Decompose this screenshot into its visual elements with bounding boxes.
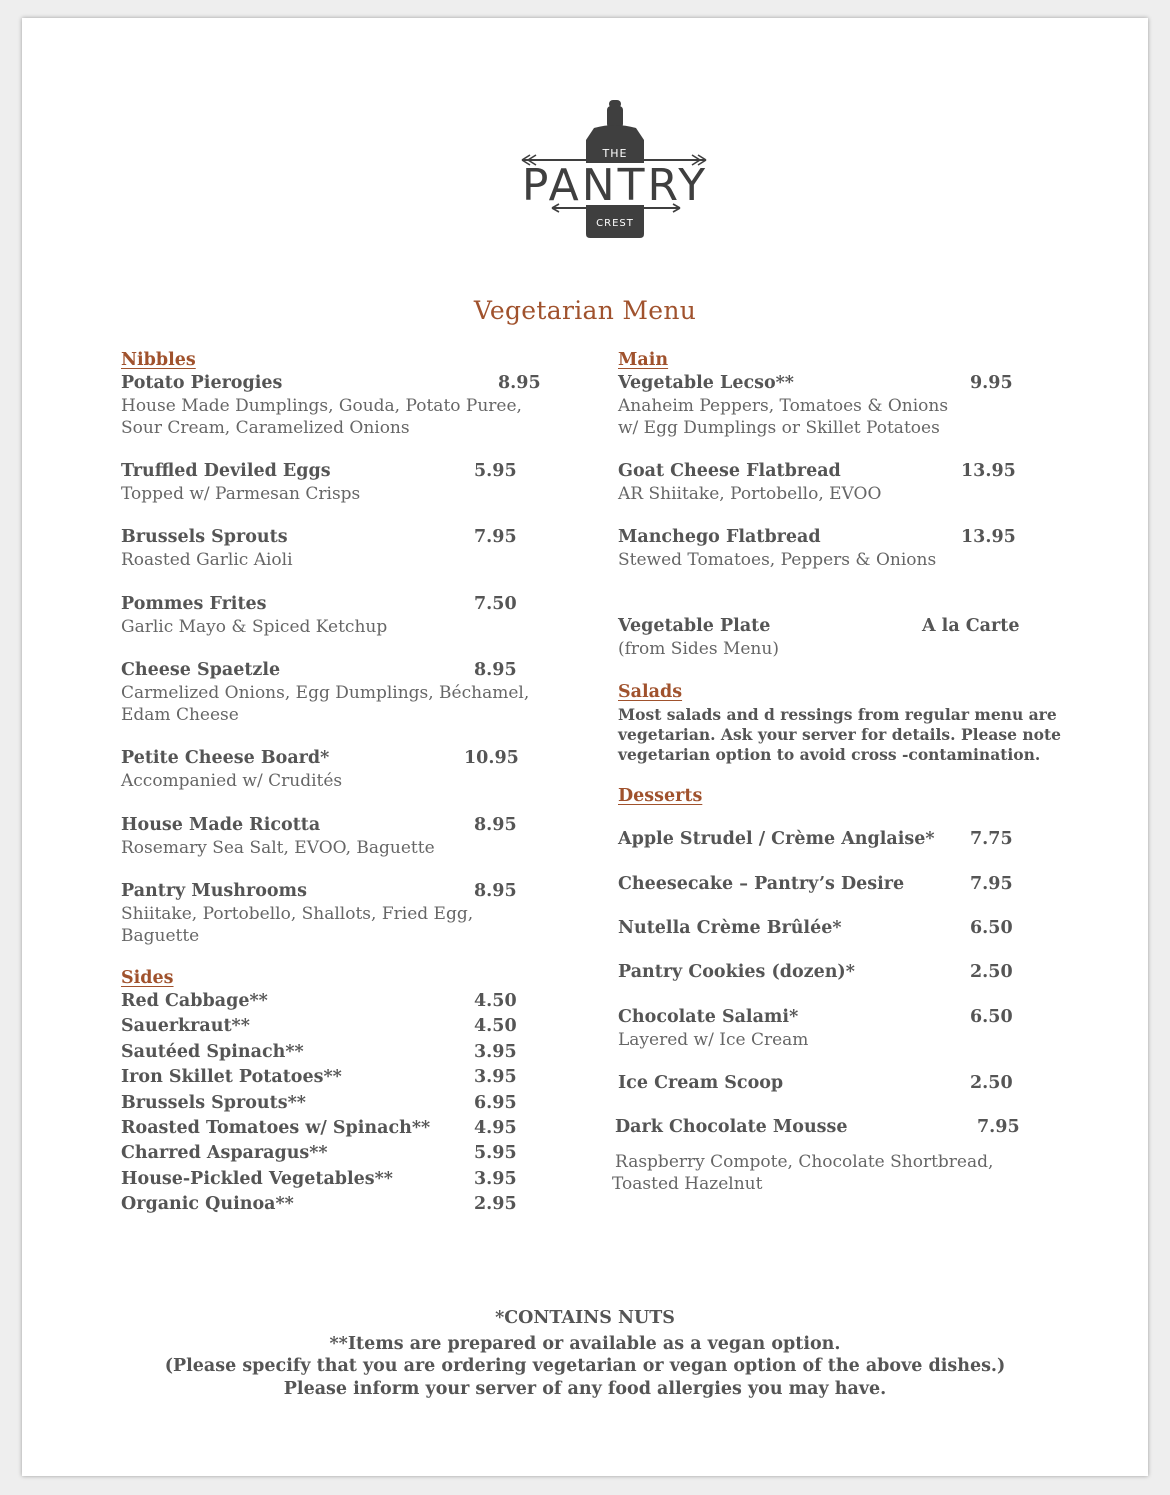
- menu-item-name: Manchego Flatbread: [618, 527, 821, 547]
- menu-item-name: Petite Cheese Board*: [121, 748, 330, 768]
- side-item-name: Brussels Sprouts**: [121, 1092, 306, 1113]
- menu-item-price: 9.95: [970, 373, 1013, 393]
- side-item-price: 5.95: [474, 1143, 517, 1164]
- footer-nuts-note: *CONTAINS NUTS: [495, 1308, 675, 1328]
- footer-allergy-note: Please inform your server of any food allergies you may have.: [283, 1379, 887, 1399]
- menu-item-name: Goat Cheese Flatbread: [618, 461, 841, 481]
- salads-note: Most salads and d ressings from regular menu are vegetarian. Ask your server for details. Please note vegetarian option to avoid cross -contamination.: [618, 705, 1062, 764]
- dessert-item-price: 6.50: [970, 1007, 1013, 1027]
- menu-item-desc: Shiitake, Portobello, Shallots, Fried Egg, Baguette: [121, 904, 474, 946]
- dessert-item-name: Ice Cream Scoop: [618, 1073, 784, 1093]
- menu-item-name: Cheese Spaetzle: [121, 660, 281, 680]
- dessert-item-name: Cheesecake – Pantry’s Desire: [618, 874, 905, 894]
- dessert-item-name: Dark Chocolate Mousse: [615, 1117, 848, 1137]
- side-item-price: 3.95: [474, 1041, 517, 1062]
- dessert-item-desc: Layered w/ Ice Cream: [618, 1030, 809, 1050]
- menu-item-price: 13.95: [961, 527, 1016, 547]
- dessert-item-price: 7.75: [970, 829, 1013, 849]
- dessert-item-name: Pantry Cookies (dozen)*: [618, 962, 855, 982]
- side-item-price: 6.95: [474, 1092, 517, 1113]
- dessert-item-price: 7.95: [970, 874, 1013, 894]
- side-item-name: Organic Quinoa**: [121, 1194, 294, 1215]
- side-item-name: Roasted Tomatoes w/ Spinach**: [121, 1118, 431, 1138]
- menu-item-desc: House Made Dumplings, Gouda, Potato Puree, Sour Cream, Caramelized Onions: [121, 396, 522, 438]
- menu-item-desc: Stewed Tomatoes, Peppers & Onions: [618, 550, 937, 570]
- salads-heading: Salads: [618, 682, 683, 702]
- side-item-price: 4.50: [474, 1016, 517, 1037]
- side-item-name: Sauerkraut**: [121, 1016, 250, 1037]
- footer-specify-note: (Please specify that you are ordering vegetarian or vegan option of the above dishes.): [164, 1356, 1006, 1376]
- desserts-heading: Desserts: [618, 786, 703, 806]
- sides-heading: Sides: [121, 968, 174, 988]
- menu-item-price: 8.95: [498, 373, 541, 393]
- menu-item-price: 13.95: [961, 461, 1016, 481]
- menu-title: Vegetarian Menu: [473, 296, 697, 325]
- nibbles-heading: Nibbles: [121, 350, 196, 370]
- menu-item-desc: AR Shiitake, Portobello, EVOO: [618, 484, 882, 504]
- dessert-item-name: Chocolate Salami*: [618, 1007, 799, 1027]
- dessert-item-desc: Raspberry Compote, Chocolate Shortbread, Toasted Hazelnut: [612, 1152, 994, 1194]
- menu-item-name: Vegetable Lecso**: [618, 373, 794, 393]
- dessert-item-price: 6.50: [970, 918, 1013, 938]
- menu-item-desc: Garlic Mayo & Spiced Ketchup: [121, 617, 388, 637]
- menu-item-desc: Roasted Garlic Aioli: [121, 550, 293, 570]
- main-heading: Main: [618, 350, 669, 370]
- side-item-price: 4.50: [474, 991, 517, 1011]
- dessert-item-price: 7.95: [977, 1117, 1020, 1137]
- menu-item-price: 8.95: [474, 815, 517, 835]
- side-item-name: House-Pickled Vegetables**: [121, 1168, 393, 1189]
- side-item-price: 4.95: [474, 1118, 517, 1138]
- menu-item-desc: (from Sides Menu): [618, 639, 779, 659]
- menu-item-desc: Rosemary Sea Salt, EVOO, Baguette: [121, 838, 435, 858]
- menu-item-name: Truffled Deviled Eggs: [121, 461, 331, 481]
- side-item-name: Iron Skillet Potatoes**: [121, 1067, 342, 1088]
- menu-item-price: 7.50: [474, 594, 517, 614]
- menu-item-desc: Carmelized Onions, Egg Dumplings, Béchamel, Edam Cheese: [121, 683, 530, 725]
- side-item-price: 3.95: [474, 1168, 517, 1189]
- dessert-item-price: 2.50: [970, 962, 1013, 982]
- menu-item-name: Vegetable Plate: [618, 616, 771, 636]
- side-item-name: Sautéed Spinach**: [121, 1041, 304, 1062]
- side-item-price: 2.95: [474, 1194, 517, 1215]
- menu-item-price: 7.95: [474, 527, 517, 547]
- menu-item-name: House Made Ricotta: [121, 815, 321, 835]
- menu-item-desc: Anaheim Peppers, Tomatoes & Onions w/ Egg Dumplings or Skillet Potatoes: [618, 396, 949, 438]
- dessert-item-price: 2.50: [970, 1073, 1013, 1093]
- menu-item-name: Brussels Sprouts: [121, 527, 288, 547]
- dessert-item-name: Nutella Crème Brûlée*: [618, 918, 842, 938]
- menu-item-desc: Topped w/ Parmesan Crisps: [121, 484, 361, 504]
- menu-item-name: Potato Pierogies: [121, 373, 283, 393]
- logo-bottom-text: CREST: [596, 218, 634, 229]
- logo-top-text: THE: [602, 147, 628, 160]
- side-item-name: Red Cabbage**: [121, 991, 268, 1011]
- menu-item-price: 8.95: [474, 881, 517, 901]
- footer-vegan-note: **Items are prepared or available as a vegan option.: [329, 1334, 841, 1354]
- logo-main-text: PANTRY: [521, 160, 709, 211]
- menu-item-name: Pantry Mushrooms: [121, 881, 307, 901]
- menu-item-desc: Accompanied w/ Crudités: [121, 771, 343, 791]
- dessert-item-name: Apple Strudel / Crème Anglaise*: [618, 829, 935, 849]
- side-item-name: Charred Asparagus**: [121, 1143, 328, 1164]
- side-item-price: 3.95: [474, 1067, 517, 1088]
- pantry-crest-logo: [484, 98, 746, 243]
- menu-item-name: Pommes Frites: [121, 594, 267, 614]
- menu-item-price: A la Carte: [922, 616, 1020, 636]
- menu-item-price: 8.95: [474, 660, 517, 680]
- menu-item-price: 10.95: [464, 748, 519, 768]
- menu-item-price: 5.95: [474, 461, 517, 481]
